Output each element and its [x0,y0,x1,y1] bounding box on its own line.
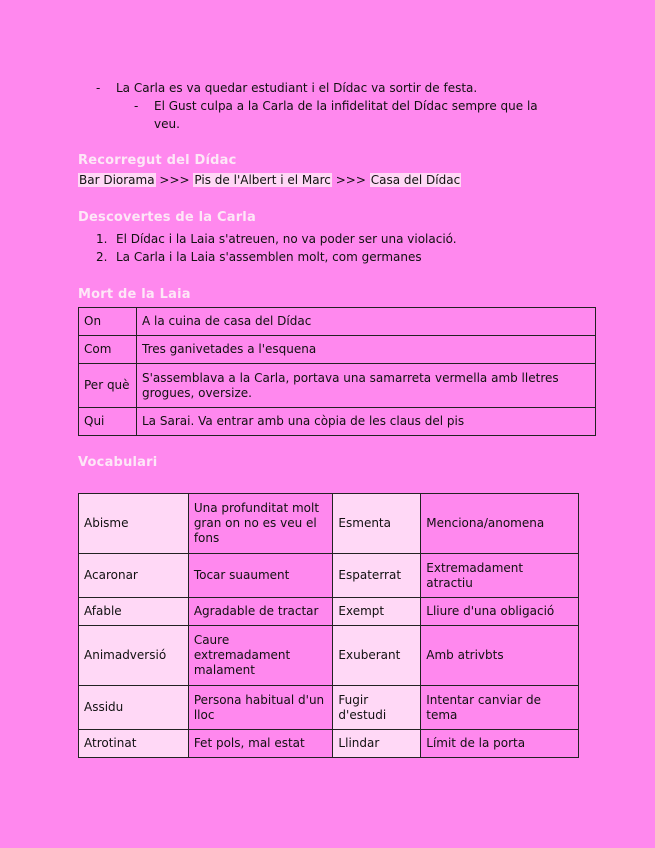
vocab-definition: Intentar canviar de tema [421,686,579,730]
table-value: S'assemblava a la Carla, portava una samarreta vermella amb lletres grogues, oversize. [137,364,596,408]
list-item [96,248,576,266]
vocab-word: Fugir d'estudi [333,686,421,730]
table-row [79,364,596,408]
vocab-definition: Menciona/anomena [421,494,579,554]
vocab-definition: Amb atrivbts [421,626,579,686]
vocab-word: Exuberant [333,626,421,686]
route-separator: >>> [335,173,366,187]
table-key: Per què [79,364,137,408]
table-row [79,408,596,436]
vocab-definition: Caure extremadament malament [188,626,333,686]
route-line [78,172,461,189]
bullet-marker: - [134,99,139,113]
table-key: On [79,308,137,336]
table-key: Qui [79,408,137,436]
vocab-definition: Extremadament atractiu [421,554,579,598]
vocab-word: Llindar [333,730,421,758]
table-value: Tres ganivetades a l'esquena [137,336,596,364]
list-number: 1. [96,232,108,246]
heading-descobertes: Descovertes de la Carla [78,210,256,225]
table-value: A la cuina de casa del Dídac [137,308,596,336]
vocab-definition: Tocar suaument [188,554,333,598]
list-text: El Dídac i la Laia s'atreuen, no va poder ser una violació. [116,232,457,246]
table-row [79,598,579,626]
vocab-definition: Fet pols, mal estat [188,730,333,758]
vocab-word: Acaronar [79,554,189,598]
vocab-definition: Lliure d'una obligació [421,598,579,626]
bullet-item [134,97,566,133]
vocab-definition: Persona habitual d'un lloc [188,686,333,730]
ordered-list [96,230,576,266]
vocab-word: Abisme [79,494,189,554]
vocab-definition: Agradable de tractar [188,598,333,626]
bullet-item [96,79,566,97]
vocab-word: Esmenta [333,494,421,554]
vocab-definition: Una profunditat molt gran on no es veu el fons [188,494,333,554]
bullet-list [96,79,566,133]
bullet-text: El Gust culpa a la Carla de la infidelitat del Dídac sempre que la veu. [154,99,538,131]
heading-mort: Mort de la Laia [78,287,191,302]
table-row [79,336,596,364]
list-item [96,230,576,248]
table-row [79,626,579,686]
table-key: Com [79,336,137,364]
vocab-word: Afable [79,598,189,626]
heading-recorregut: Recorregut del Dídac [78,153,237,168]
route-separator: >>> [159,173,190,187]
table-row [79,686,579,730]
list-text: La Carla i la Laia s'assemblen molt, com germanes [116,250,422,264]
vocab-word: Assidu [79,686,189,730]
route-stop: Casa del Dídac [370,173,461,187]
vocabulari-table [78,493,579,758]
bullet-text: La Carla es va quedar estudiant i el Dídac va sortir de festa. [116,81,478,95]
route-stop: Pis de l'Albert i el Marc [194,173,331,187]
table-row [79,730,579,758]
table-value: La Sarai. Va entrar amb una còpia de les claus del pis [137,408,596,436]
table-row [79,494,579,554]
bullet-marker: - [96,81,101,95]
vocab-word: Animadversió [79,626,189,686]
table-row [79,308,596,336]
heading-vocabulari: Vocabulari [78,455,158,470]
route-stop: Bar Diorama [79,173,155,187]
vocab-word: Espaterrat [333,554,421,598]
vocab-word: Atrotinat [79,730,189,758]
table-row [79,554,579,598]
vocab-definition: Límit de la porta [421,730,579,758]
mort-table [78,307,596,436]
list-number: 2. [96,250,108,264]
vocab-word: Exempt [333,598,421,626]
